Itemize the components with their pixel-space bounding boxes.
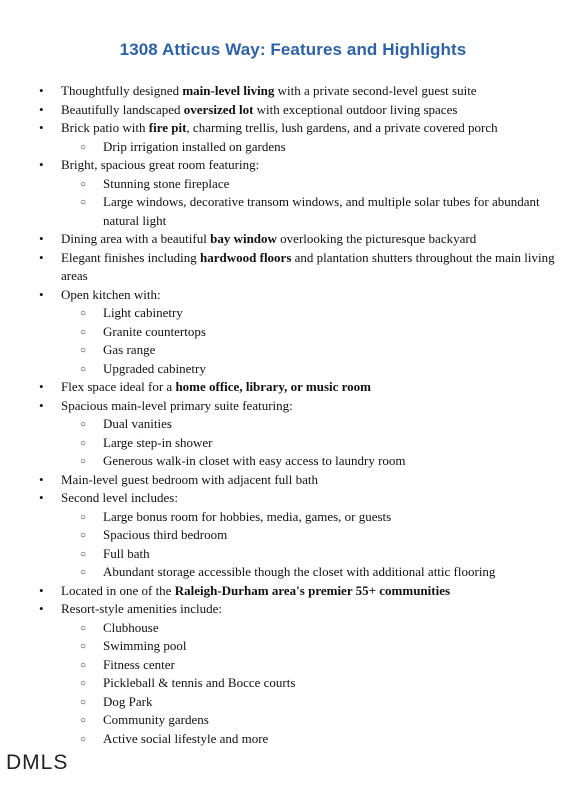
hollow-bullet-icon: ○ — [80, 641, 87, 652]
list-item-text — [103, 139, 286, 154]
bullet-icon: • — [39, 601, 44, 616]
list-item-text — [61, 472, 318, 487]
text-span: Generous walk-in closet with easy access to laundry room — [103, 453, 406, 468]
text-span: Elegant finishes including — [61, 249, 201, 265]
text-span: Brick patio with — [61, 120, 149, 135]
text-span: overlooking the picturesque backyard — [276, 231, 477, 246]
list-item — [0, 489, 586, 508]
sub-list-item — [0, 563, 586, 582]
list-item-text — [103, 305, 183, 320]
text-span: Dog Park — [103, 693, 153, 709]
list-item-text — [103, 731, 268, 746]
sub-list-item — [0, 656, 586, 675]
list-item-text — [103, 620, 159, 635]
bullet-icon: • — [39, 379, 44, 394]
hollow-bullet-icon: ○ — [80, 141, 87, 153]
hollow-bullet-icon: ○ — [80, 715, 87, 726]
text-span: Pickleball & tennis and Bocce courts — [103, 675, 296, 690]
hollow-bullet-icon: ○ — [80, 197, 87, 208]
text-span: Upgraded cabinetry — [103, 360, 206, 376]
sub-list-item — [0, 674, 586, 693]
text-span: Dining area with a beautiful — [61, 231, 211, 246]
list-item — [0, 119, 586, 138]
bullet-icon: • — [39, 471, 44, 487]
text-span: , charming trellis, lush gardens, and a private covered porch — [186, 120, 498, 135]
list-item-text — [103, 453, 406, 468]
sub-list-item — [0, 304, 586, 323]
mls-watermark-logo: DMLS — [6, 751, 69, 774]
sub-list-item — [0, 415, 586, 434]
bold-text: Raleigh-Durham area's premier 55+ communities — [174, 582, 451, 598]
bullet-icon: • — [39, 582, 44, 598]
text-span: Open kitchen with: — [61, 286, 161, 302]
list-item — [0, 600, 586, 619]
bold-text: home office, library, or music room — [175, 379, 372, 394]
sub-list-item — [0, 508, 586, 527]
list-item-text — [103, 176, 229, 191]
sub-list-item — [0, 452, 586, 471]
text-span: with exceptional outdoor living spaces — [253, 101, 458, 117]
sub-list-item — [0, 545, 586, 564]
text-span: Full bath — [103, 545, 150, 561]
hollow-bullet-icon: ○ — [80, 659, 87, 671]
list-item-text — [103, 712, 209, 727]
hollow-bullet-icon: ○ — [80, 178, 87, 190]
bullet-icon: • — [39, 157, 44, 172]
list-item — [0, 286, 586, 305]
text-span: Large step-in shower — [103, 434, 213, 450]
list-item — [0, 378, 586, 397]
bold-text: main-level living — [182, 83, 275, 98]
hollow-bullet-icon: ○ — [80, 456, 87, 467]
list-item-text — [103, 194, 540, 228]
list-item — [0, 156, 586, 175]
list-item — [0, 101, 586, 120]
hollow-bullet-icon: ○ — [80, 345, 87, 356]
text-span: and plantation shutters throughout the main living areas — [61, 249, 555, 283]
text-span: Active social lifestyle and more — [103, 730, 269, 746]
bold-text: bay window — [210, 231, 277, 246]
sub-list-item — [0, 619, 586, 638]
list-item-text — [61, 398, 293, 413]
text-span: Fitness center — [103, 656, 175, 672]
text-span: Resort-style amenities include: — [61, 601, 223, 616]
list-item — [0, 82, 586, 101]
bold-text: oversized lot — [183, 101, 254, 117]
sub-list-item — [0, 175, 586, 194]
sub-list-item — [0, 193, 586, 230]
text-span: with a private second-level guest suite — [274, 83, 477, 98]
page-title: 1308 Atticus Way: Features and Highlights — [119, 40, 467, 59]
text-span: Spacious main-level primary suite featuring: — [61, 397, 293, 413]
hollow-bullet-icon: ○ — [80, 530, 87, 541]
text-span: Thoughtfully designed — [61, 83, 183, 98]
sub-list-item — [0, 138, 586, 157]
text-span: Large windows, decorative transom windows, and multiple solar tubes for abundant natural light — [103, 194, 540, 228]
text-span: Main-level guest bedroom with adjacent full bath — [61, 471, 319, 487]
list-item — [0, 249, 586, 286]
text-span: Second level includes: — [61, 490, 178, 505]
list-item-text — [61, 379, 371, 394]
list-item-text — [61, 583, 450, 598]
feature-list — [0, 82, 586, 748]
hollow-bullet-icon: ○ — [80, 548, 87, 560]
text-span: Stunning stone fireplace — [103, 175, 230, 191]
bullet-icon: • — [39, 83, 44, 98]
list-item-text — [61, 250, 555, 284]
text-span: Abundant storage accessible though the closet with additional attic flooring — [103, 564, 496, 579]
list-item-text — [103, 638, 186, 653]
list-item — [0, 230, 586, 249]
list-item-text — [61, 120, 498, 135]
text-span: Spacious third bedroom — [103, 527, 228, 542]
sub-list-item — [0, 637, 586, 656]
sub-list-item — [0, 360, 586, 379]
list-item — [0, 397, 586, 416]
bold-text: hardwood floors — [200, 249, 292, 265]
list-item — [0, 582, 586, 601]
text-span: Community gardens — [103, 712, 209, 727]
text-span: Located in one of the — [61, 582, 175, 598]
sub-list-item — [0, 711, 586, 730]
hollow-bullet-icon: ○ — [80, 419, 87, 430]
list-item-text — [61, 83, 477, 98]
list-item-text — [103, 342, 155, 357]
hollow-bullet-icon: ○ — [80, 326, 87, 338]
list-item-text — [103, 546, 150, 561]
list-item-text — [103, 675, 295, 690]
list-item-text — [61, 601, 222, 616]
bullet-icon: • — [39, 231, 44, 246]
list-item-text — [61, 287, 161, 302]
text-span: Beautifully landscaped — [61, 101, 184, 117]
list-item-text — [103, 416, 172, 431]
text-span: Light cabinetry — [103, 305, 183, 320]
hollow-bullet-icon: ○ — [80, 622, 87, 634]
list-item-text — [61, 231, 476, 246]
hollow-bullet-icon: ○ — [80, 363, 87, 375]
list-item-text — [103, 694, 152, 709]
list-item — [0, 471, 586, 490]
text-span: Flex space ideal for a — [61, 379, 176, 394]
sub-list-item — [0, 323, 586, 342]
sub-list-item — [0, 434, 586, 453]
list-item-text — [103, 361, 206, 376]
list-item-text — [103, 527, 227, 542]
bullet-icon: • — [39, 249, 44, 265]
bullet-icon: • — [39, 397, 44, 413]
list-item-text — [103, 657, 175, 672]
sub-list-item — [0, 341, 586, 360]
list-item-text — [61, 157, 259, 172]
bold-text: fire pit — [148, 120, 187, 135]
text-span: Bright, spacious great room featuring: — [61, 157, 260, 172]
sub-list-item — [0, 693, 586, 712]
hollow-bullet-icon: ○ — [80, 308, 87, 319]
sub-list-item — [0, 730, 586, 749]
list-item-text — [103, 509, 391, 524]
hollow-bullet-icon: ○ — [80, 678, 87, 689]
text-span: Gas range — [103, 342, 156, 357]
list-item-text — [103, 324, 206, 339]
hollow-bullet-icon: ○ — [80, 733, 87, 745]
bullet-icon: • — [39, 490, 44, 505]
bullet-icon: • — [39, 286, 44, 302]
bullet-icon: • — [39, 101, 44, 117]
list-item-text — [61, 490, 178, 505]
text-span: Granite countertops — [103, 323, 206, 339]
hollow-bullet-icon: ○ — [80, 567, 87, 578]
text-span: Dual vanities — [103, 416, 172, 431]
text-span: Swimming pool — [103, 638, 187, 653]
hollow-bullet-icon: ○ — [80, 511, 87, 523]
text-span: Clubhouse — [103, 619, 159, 635]
list-item-text — [103, 435, 213, 450]
list-item-text — [103, 564, 495, 579]
hollow-bullet-icon: ○ — [80, 696, 87, 708]
text-span: Large bonus room for hobbies, media, games, or guests — [103, 508, 392, 524]
bullet-icon: • — [39, 120, 44, 135]
text-span: Drip irrigation installed on gardens — [103, 138, 286, 154]
sub-list-item — [0, 526, 586, 545]
hollow-bullet-icon: ○ — [80, 437, 87, 449]
list-item-text — [61, 102, 457, 117]
